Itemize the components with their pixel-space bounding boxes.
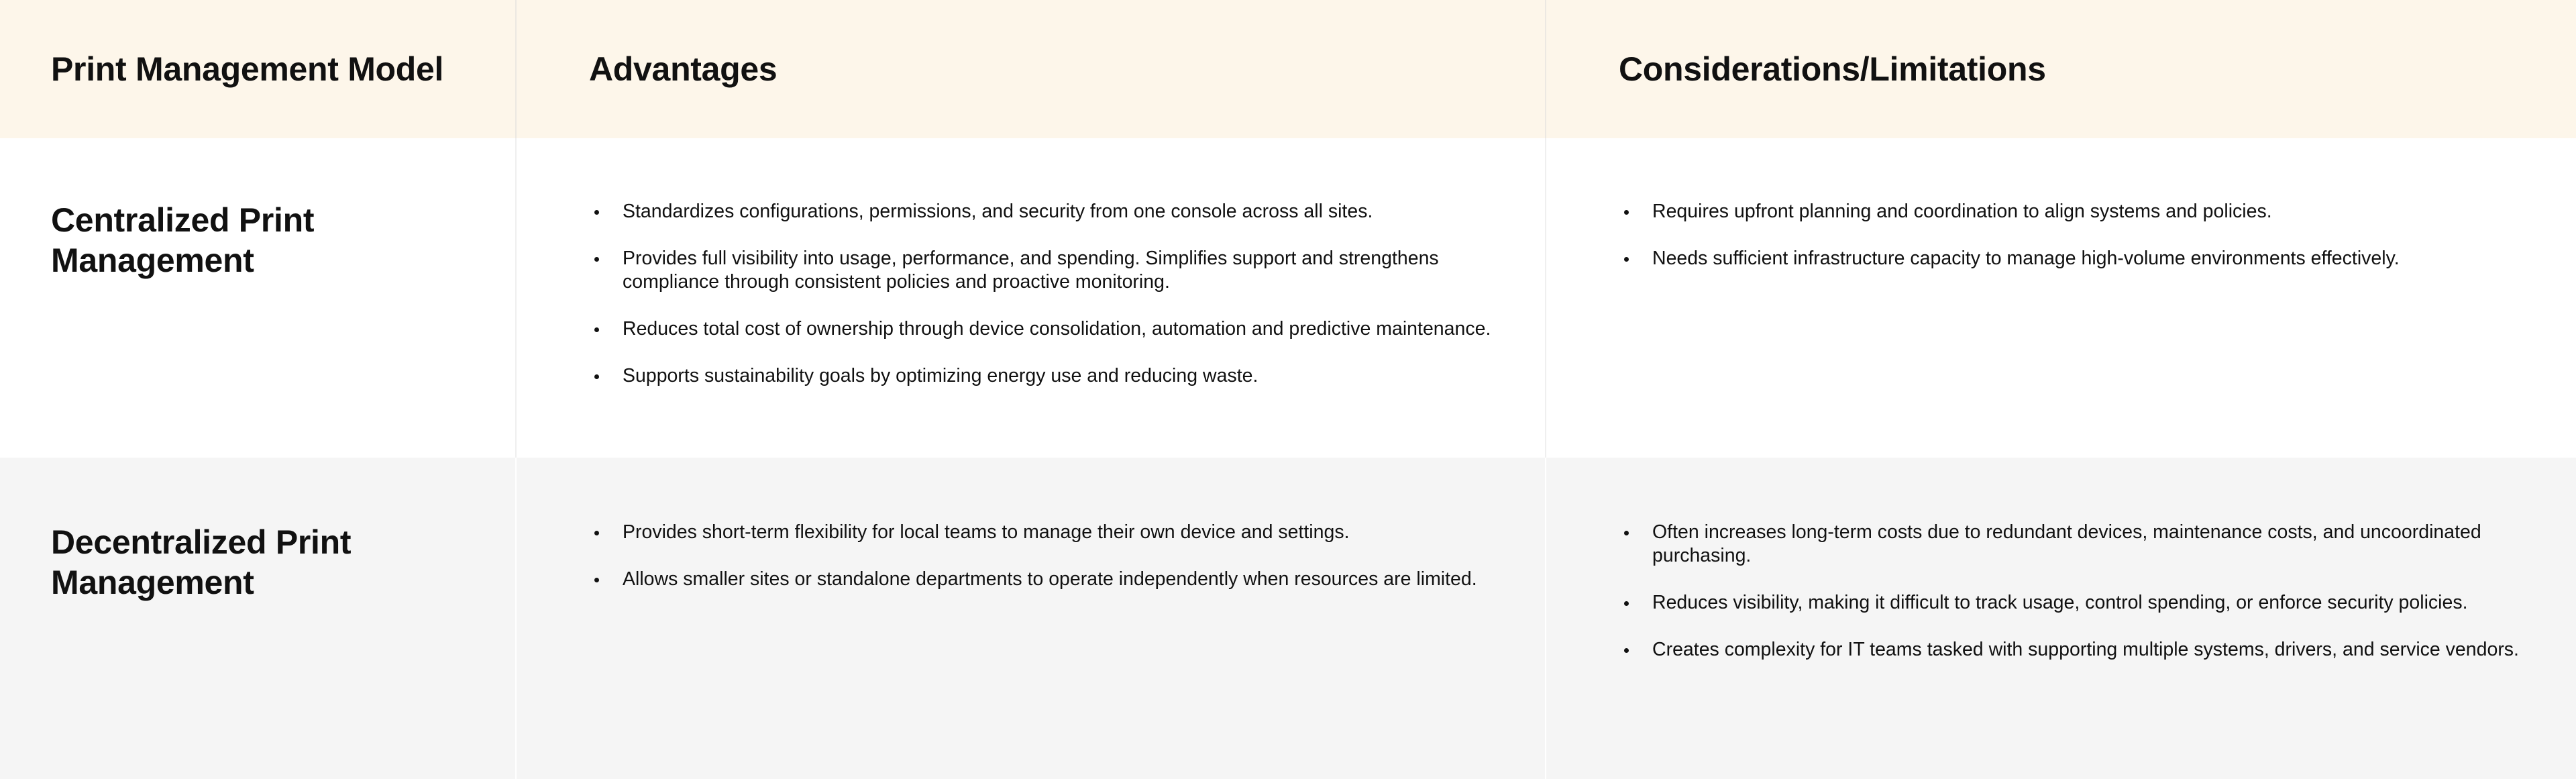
list-item: Requires upfront planning and coordination to align systems and policies. bbox=[1619, 200, 2536, 223]
model-name: Decentralized Print Management bbox=[51, 523, 352, 601]
list-item: Allows smaller sites or standalone departments to operate independently when resources are limited. bbox=[589, 568, 1495, 591]
list-item: Reduces visibility, making it difficult to track usage, control spending, or enforce security policies. bbox=[1619, 591, 2536, 615]
list-item: Creates complexity for IT teams tasked with supporting multiple systems, drivers, and service vendors. bbox=[1619, 638, 2536, 662]
list-item: Often increases long-term costs due to redundant devices, maintenance costs, and uncoordinated purchasing. bbox=[1619, 521, 2536, 568]
model-cell bbox=[0, 138, 517, 458]
limitations-list bbox=[1619, 521, 2536, 685]
limitations-list bbox=[1619, 200, 2536, 294]
advantages-list bbox=[589, 521, 1505, 615]
list-item: Provides short-term flexibility for local teams to manage their own device and settings. bbox=[589, 521, 1495, 544]
model-cell bbox=[0, 458, 517, 779]
table-header-row bbox=[0, 0, 2576, 138]
header-cell-advantages bbox=[517, 0, 1546, 138]
list-item: Standardizes configurations, permissions, and security from one console across all sites. bbox=[589, 200, 1495, 223]
header-limitations-label: Considerations/Limitations bbox=[1619, 50, 2046, 88]
list-item: Provides full visibility into usage, performance, and spending. Simplifies support and strengthens compliance through consistent policies and proactive monitoring. bbox=[589, 247, 1495, 294]
header-cell-model bbox=[0, 0, 517, 138]
model-name: Centralized Print Management bbox=[51, 201, 315, 279]
list-item: Supports sustainability goals by optimizing energy use and reducing waste. bbox=[589, 364, 1495, 388]
table-row-decentralized bbox=[0, 458, 2576, 779]
advantages-list bbox=[589, 200, 1505, 411]
limitations-cell bbox=[1546, 138, 2576, 458]
table-row-centralized bbox=[0, 138, 2576, 458]
advantages-cell bbox=[517, 138, 1546, 458]
list-item: Needs sufficient infrastructure capacity to manage high-volume environments effectively. bbox=[1619, 247, 2536, 270]
list-item: Reduces total cost of ownership through device consolidation, automation and predictive maintenance. bbox=[589, 317, 1495, 341]
limitations-cell bbox=[1546, 458, 2576, 779]
advantages-cell bbox=[517, 458, 1546, 779]
header-cell-limitations bbox=[1546, 0, 2576, 138]
header-advantages-label: Advantages bbox=[589, 50, 777, 88]
header-model-label: Print Management Model bbox=[51, 50, 444, 88]
